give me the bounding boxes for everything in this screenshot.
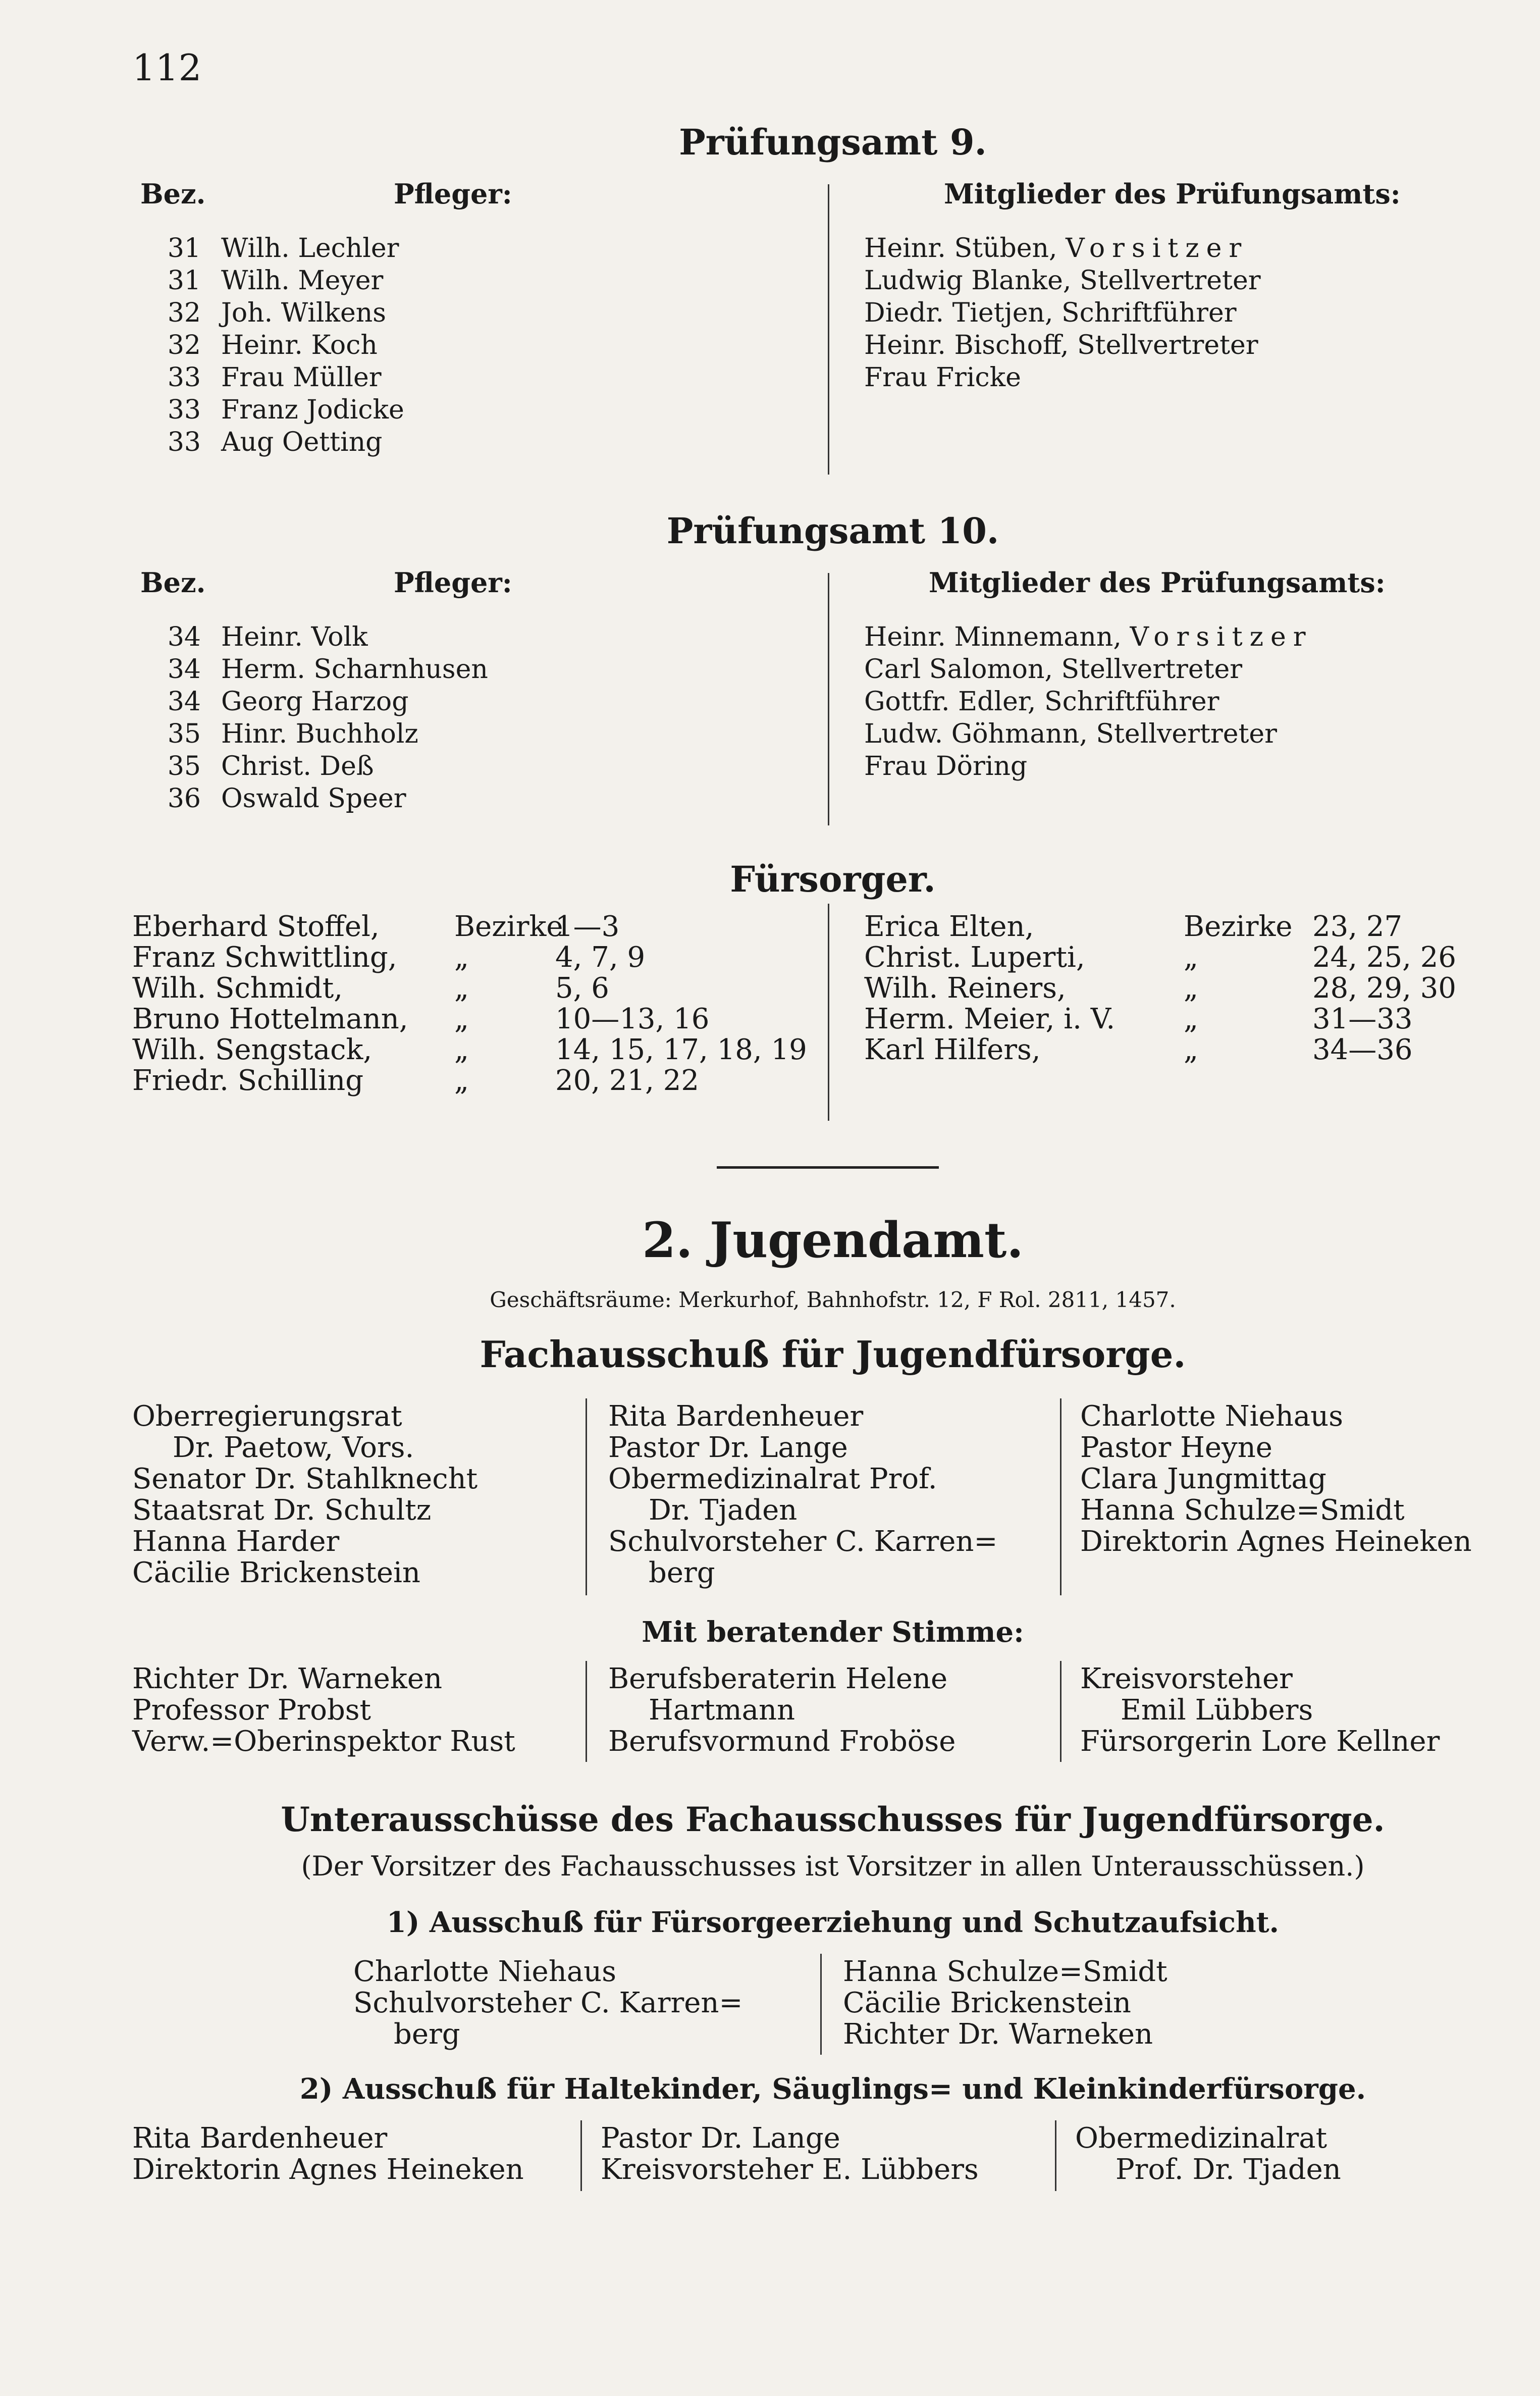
- fuersorger-name: Karl Hilfers,: [864, 1033, 1041, 1066]
- fuersorger-name: Friedr. Schilling: [132, 1064, 364, 1097]
- bezirke-label: „: [454, 1064, 469, 1097]
- mitglied-role: Vorsitzer: [1066, 233, 1249, 264]
- member-entry: Dr. Paetow, Vors.: [173, 1431, 414, 1464]
- a2-divider-2: [1055, 2120, 1056, 2191]
- member-entry: Schulvorsteher C. Karren=: [608, 1525, 998, 1558]
- pfleger-row: [140, 750, 488, 783]
- committee-member: berg: [394, 2018, 460, 2051]
- member-entry: Oberregierungsrat: [132, 1400, 402, 1433]
- member-entry: Hanna Harder: [132, 1525, 340, 1558]
- mitglied-row: [864, 329, 1261, 361]
- member-entry: berg: [649, 1556, 715, 1589]
- mitglied-row: [864, 232, 1261, 265]
- pa10-col-bez: Bez.: [140, 566, 206, 599]
- fuersorger-right-districts: [1312, 911, 1456, 1065]
- pfleger-row: [140, 621, 488, 653]
- pruefungsamt9-title: Prüfungsamt 9.: [679, 121, 987, 163]
- pfleger-row: [140, 426, 404, 458]
- bezirke-numbers: 1—3: [555, 910, 620, 943]
- fuersorger-left-labels: [454, 911, 563, 1096]
- pa9-col-pfleger: Pfleger:: [394, 178, 512, 210]
- advisory-entry: Professor Probst: [132, 1694, 371, 1727]
- fuersorger-left-districts: [555, 911, 807, 1096]
- mitglied-name: Heinr. Stüben,: [864, 233, 1057, 264]
- mitglied-name: Heinr. Minnemann,: [864, 622, 1122, 652]
- mitglied-row: [864, 265, 1261, 297]
- bezirke-numbers: 4, 7, 9: [555, 941, 646, 974]
- fuersorger-right-names: [864, 911, 1115, 1065]
- advisory-entry: Berufsberaterin Helene: [608, 1662, 948, 1695]
- pfleger-name: Joh. Wilkens: [221, 298, 386, 328]
- pa9-col-mitglieder: Mitglieder des Prüfungsamts:: [944, 178, 1401, 210]
- pfleger-row: [140, 394, 404, 426]
- committee-member: Kreisvorsteher E. Lübbers: [601, 2153, 979, 2186]
- bezirke-label: „: [1184, 1003, 1199, 1035]
- pa10-mitglieder-list: [864, 621, 1313, 783]
- advisory-entry: Kreisvorsteher: [1080, 1662, 1293, 1695]
- pfleger-name: Hinr. Buchholz: [221, 719, 418, 749]
- mitglied-row: [864, 686, 1313, 718]
- committee-member: Rita Bardenheuer: [132, 2122, 388, 2155]
- ausschuss1-right: [843, 1956, 1167, 2050]
- pfleger-row: [140, 361, 404, 394]
- bezirke-label: „: [454, 972, 469, 1005]
- fuersorger-name: Wilh. Sengstack,: [132, 1033, 373, 1066]
- district-number: 34: [167, 654, 201, 685]
- bezirke-label: Bezirke: [454, 910, 563, 943]
- ausschuss1-title: 1) Ausschuß für Fürsorgeerziehung und Schutzaufsicht.: [386, 1906, 1280, 1939]
- pfleger-name: Franz Jodicke: [221, 395, 404, 425]
- fuersorger-name: Eberhard Stoffel,: [132, 910, 380, 943]
- mitglied-name: Frau Fricke: [864, 362, 1021, 393]
- mitglied-role: Stellvertreter: [1077, 330, 1258, 360]
- member-entry: Cäcilie Brickenstein: [132, 1556, 420, 1589]
- pa10-pfleger-list: [140, 621, 488, 815]
- pfleger-name: Georg Harzog: [221, 687, 409, 717]
- district-number: 33: [167, 395, 201, 425]
- district-number: 34: [167, 687, 201, 717]
- member-entry: Charlotte Niehaus: [1080, 1400, 1343, 1433]
- pruefungsamt10-title: Prüfungsamt 10.: [666, 510, 999, 552]
- pa9-divider: [828, 184, 829, 475]
- pfleger-row: [140, 718, 488, 750]
- bezirke-label: „: [1184, 941, 1199, 974]
- pfleger-name: Wilh. Meyer: [221, 266, 384, 296]
- a1-divider: [820, 1954, 822, 2055]
- advisory-entry: Berufsvormund Froböse: [608, 1725, 956, 1758]
- bezirke-numbers: 31—33: [1312, 1003, 1413, 1035]
- mitglied-name: Frau Döring: [864, 751, 1028, 782]
- bezirke-label: Bezirke: [1184, 910, 1293, 943]
- committee-member: Obermedizinalrat: [1075, 2122, 1327, 2155]
- mitglied-row: [864, 621, 1313, 653]
- advisory-entry: Emil Lübbers: [1121, 1694, 1313, 1727]
- fuersorger-name: Franz Schwittling,: [132, 941, 397, 974]
- ausschuss2-title: 2) Ausschuß für Haltekinder, Säuglings= und Kleinkinderfürsorge.: [299, 2072, 1366, 2106]
- mitglied-role: Stellvertreter: [1079, 266, 1261, 296]
- bezirke-numbers: 34—36: [1312, 1033, 1413, 1066]
- ber-divider-1: [586, 1661, 587, 1762]
- bezirke-label: „: [454, 1033, 469, 1066]
- pfleger-row: [140, 653, 488, 686]
- ausschuss2-col1: [132, 2123, 524, 2185]
- fachausschuss-col1: [132, 1401, 477, 1589]
- fachausschuss-col3: [1080, 1401, 1472, 1557]
- bezirke-label: „: [454, 941, 469, 974]
- pfleger-name: Aug Oetting: [221, 427, 383, 457]
- member-entry: Rita Bardenheuer: [608, 1400, 864, 1433]
- district-number: 31: [167, 266, 201, 296]
- fuersorger-right-labels: [1184, 911, 1293, 1065]
- pfleger-row: [140, 232, 404, 265]
- district-number: 32: [167, 330, 201, 360]
- advisory-entry: Fürsorgerin Lore Kellner: [1080, 1725, 1440, 1758]
- pfleger-name: Heinr. Volk: [221, 622, 368, 652]
- mitglied-row: [864, 361, 1261, 394]
- committee-member: Richter Dr. Warneken: [843, 2018, 1153, 2051]
- mitglied-role: Vorsitzer: [1130, 622, 1313, 652]
- bezirke-numbers: 14, 15, 17, 18, 19: [555, 1033, 807, 1066]
- pfleger-row: [140, 329, 404, 361]
- member-entry: Direktorin Agnes Heineken: [1080, 1525, 1472, 1558]
- fuersorger-name: Christ. Luperti,: [864, 941, 1085, 974]
- district-number: 35: [167, 719, 201, 749]
- pfleger-name: Frau Müller: [221, 362, 382, 393]
- mitglied-name: Ludw. Göhmann,: [864, 719, 1088, 749]
- fuersorger-name: Wilh. Reiners,: [864, 972, 1066, 1005]
- fuersorger-left-names: [132, 911, 408, 1096]
- fachausschuss-title: Fachausschuß für Jugendfürsorge.: [480, 1333, 1186, 1376]
- jugendamt-title: 2. Jugendamt.: [642, 1212, 1024, 1269]
- pfleger-name: Wilh. Lechler: [221, 233, 399, 264]
- bezirke-numbers: 5, 6: [555, 972, 609, 1005]
- bezirke-label: „: [1184, 1033, 1199, 1066]
- pa9-pfleger-list: [140, 232, 404, 458]
- section-rule: [717, 1166, 939, 1169]
- district-number: 36: [167, 784, 201, 814]
- fa-divider-1: [586, 1398, 587, 1595]
- ber-divider-2: [1060, 1661, 1061, 1762]
- mitglied-name: Ludwig Blanke,: [864, 266, 1072, 296]
- member-entry: Staatsrat Dr. Schultz: [132, 1494, 432, 1527]
- ausschuss2-col2: [601, 2123, 979, 2185]
- district-number: 31: [167, 233, 201, 264]
- committee-member: Cäcilie Brickenstein: [843, 1987, 1131, 2019]
- mitglied-row: [864, 718, 1313, 750]
- fuersorger-divider: [828, 904, 829, 1121]
- fuersorger-name: Bruno Hottelmann,: [132, 1003, 408, 1035]
- pa10-divider: [828, 573, 829, 825]
- bezirke-label: „: [1184, 972, 1199, 1005]
- unterausschuesse-title: Unterausschüsse des Fachausschusses für Jugendfürsorge.: [281, 1800, 1385, 1839]
- advisory-entry: Richter Dr. Warneken: [132, 1662, 443, 1695]
- committee-member: Schulvorsteher C. Karren=: [353, 1987, 743, 2019]
- mitglied-name: Heinr. Bischoff,: [864, 330, 1069, 360]
- pfleger-row: [140, 686, 488, 718]
- committee-member: Prof. Dr. Tjaden: [1116, 2153, 1341, 2186]
- committee-member: Pastor Dr. Lange: [601, 2122, 840, 2155]
- committee-member: Direktorin Agnes Heineken: [132, 2153, 524, 2186]
- fuersorger-title: Fürsorger.: [730, 858, 936, 900]
- bezirke-numbers: 24, 25, 26: [1312, 941, 1456, 974]
- mitglied-name: Gottfr. Edler,: [864, 687, 1036, 717]
- member-entry: Pastor Dr. Lange: [608, 1431, 848, 1464]
- pa9-mitglieder-list: [864, 232, 1261, 394]
- bezirke-numbers: 10—13, 16: [555, 1003, 710, 1035]
- page-number: 112: [132, 46, 202, 89]
- pa10-col-pfleger: Pfleger:: [394, 566, 512, 599]
- fachausschuss-col2: [608, 1401, 997, 1589]
- mitglied-name: Carl Salomon,: [864, 654, 1053, 685]
- beratend-col3: [1080, 1663, 1440, 1757]
- mitglied-role: Schriftführer: [1061, 298, 1237, 328]
- mitglied-name: Diedr. Tietjen,: [864, 298, 1053, 328]
- beratend-col2: [608, 1663, 955, 1757]
- pa9-col-bez: Bez.: [140, 178, 206, 210]
- bezirke-label: „: [454, 1003, 469, 1035]
- a2-divider-1: [580, 2120, 582, 2191]
- beratend-col1: [132, 1663, 515, 1757]
- advisory-entry: Verw.=Oberinspektor Rust: [132, 1725, 515, 1758]
- district-number: 32: [167, 298, 201, 328]
- pfleger-row: [140, 783, 488, 815]
- pa10-col-mitglieder: Mitglieder des Prüfungsamts:: [929, 566, 1386, 599]
- fuersorger-name: Erica Elten,: [864, 910, 1034, 943]
- fa-divider-2: [1060, 1398, 1061, 1595]
- district-number: 33: [167, 427, 201, 457]
- jugendamt-address: Geschäftsräume: Merkurhof, Bahnhofstr. 12, F Rol. 2811, 1457.: [490, 1287, 1176, 1312]
- pfleger-row: [140, 297, 404, 329]
- mitglied-role: Schriftführer: [1044, 687, 1219, 717]
- member-entry: Dr. Tjaden: [649, 1494, 798, 1527]
- pfleger-name: Oswald Speer: [221, 784, 406, 814]
- mitglied-role: Stellvertreter: [1061, 654, 1243, 685]
- committee-member: Hanna Schulze=Smidt: [843, 1955, 1167, 1988]
- bezirke-numbers: 23, 27: [1312, 910, 1403, 943]
- member-entry: Pastor Heyne: [1080, 1431, 1272, 1464]
- committee-member: Charlotte Niehaus: [353, 1955, 616, 1988]
- advisory-entry: Hartmann: [649, 1694, 795, 1727]
- ausschuss1-left: [353, 1956, 742, 2050]
- district-number: 35: [167, 751, 201, 782]
- mitglied-row: [864, 653, 1313, 686]
- pfleger-name: Herm. Scharnhusen: [221, 654, 488, 685]
- beratend-title: Mit beratender Stimme:: [642, 1616, 1024, 1649]
- mitglied-row: [864, 297, 1261, 329]
- fuersorger-name: Herm. Meier, i. V.: [864, 1003, 1116, 1035]
- pfleger-name: Christ. Deß: [221, 751, 374, 782]
- mitglied-role: Stellvertreter: [1096, 719, 1278, 749]
- unterausschuesse-note: (Der Vorsitzer des Fachausschusses ist Vorsitzer in allen Unterausschüssen.): [301, 1850, 1365, 1882]
- pfleger-name: Heinr. Koch: [221, 330, 378, 360]
- district-number: 34: [167, 622, 201, 652]
- bezirke-numbers: 20, 21, 22: [555, 1064, 699, 1097]
- member-entry: Clara Jungmittag: [1080, 1463, 1326, 1495]
- fuersorger-name: Wilh. Schmidt,: [132, 972, 343, 1005]
- mitglied-row: [864, 750, 1313, 783]
- bezirke-numbers: 28, 29, 30: [1312, 972, 1456, 1005]
- member-entry: Obermedizinalrat Prof.: [608, 1463, 937, 1495]
- district-number: 33: [167, 362, 201, 393]
- member-entry: Senator Dr. Stahlknecht: [132, 1463, 478, 1495]
- member-entry: Hanna Schulze=Smidt: [1080, 1494, 1405, 1527]
- ausschuss2-col3: [1075, 2123, 1341, 2185]
- pfleger-row: [140, 265, 404, 297]
